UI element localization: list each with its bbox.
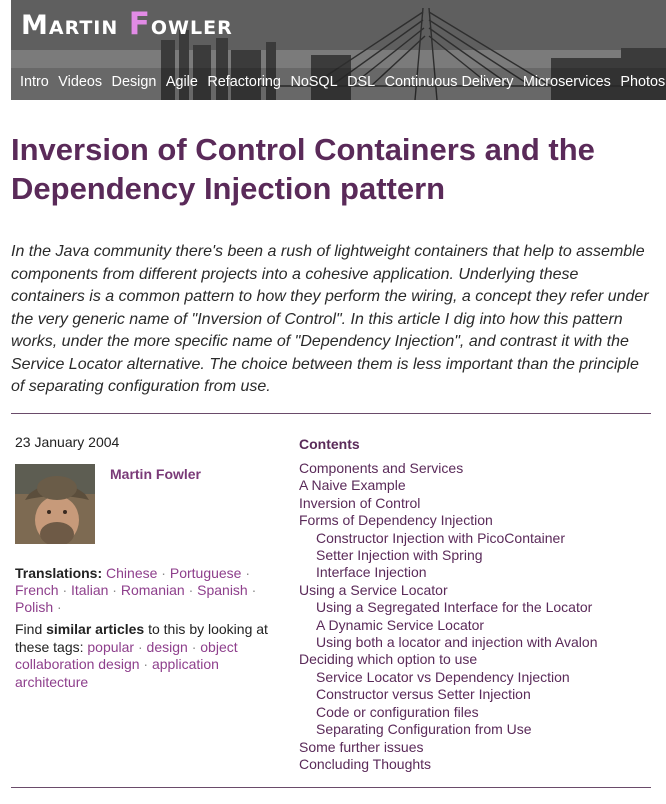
translations: Translations: Chinese · Portuguese · French · Italian · Romanian · Spanish · Polish ·: [15, 565, 257, 615]
translation-spanish[interactable]: Spanish: [197, 582, 248, 598]
toc-link[interactable]: Constructor versus Setter Injection: [316, 686, 531, 703]
toc-item: [299, 547, 659, 564]
similar-prefix: Find: [15, 621, 47, 637]
toc-item: [299, 617, 659, 634]
nav-photos[interactable]: Photos: [620, 74, 666, 90]
toc-link[interactable]: Constructor Injection with PicoContainer: [316, 529, 566, 546]
page-title: Inversion of Control Containers and the Dependency Injection pattern: [11, 132, 595, 206]
toc-link[interactable]: Using a Segregated Interface for the Locator: [316, 599, 593, 616]
nav-agile[interactable]: Agile: [165, 74, 198, 90]
tag-design[interactable]: design: [146, 638, 188, 655]
toc-item: [299, 704, 659, 721]
logo-initial: F: [128, 6, 151, 42]
nav-dsl[interactable]: DSL: [347, 74, 376, 90]
translation-romanian[interactable]: Romanian: [120, 582, 185, 598]
toc-item: [299, 721, 659, 738]
toc-link[interactable]: Service Locator vs Dependency Injection: [316, 668, 570, 685]
toc-link[interactable]: Using a Service Locator: [299, 581, 448, 598]
toc-item: [299, 495, 659, 512]
toc-item: [299, 582, 659, 599]
tag-object-collaboration-design[interactable]: object collaboration design: [15, 638, 238, 672]
toc-item: [299, 756, 659, 773]
toc-link[interactable]: Inversion of Control: [299, 494, 421, 511]
toc-link[interactable]: Deciding which option to use: [299, 651, 478, 668]
toc-link[interactable]: Separating Configuration from Use: [316, 721, 532, 738]
toc-item: [299, 460, 659, 477]
tag-popular[interactable]: popular: [87, 638, 135, 655]
toc-item: [299, 739, 659, 756]
toc-link[interactable]: Components and Services: [299, 460, 464, 476]
toc-link[interactable]: Setter Injection with Spring: [316, 547, 483, 564]
top-nav: [11, 72, 665, 94]
site-logo[interactable]: [21, 6, 233, 42]
tag-application-architecture[interactable]: application architecture: [15, 656, 219, 690]
translation-polish[interactable]: Polish: [15, 599, 54, 615]
similar-bold: similar articles: [46, 621, 145, 637]
toc-item: [299, 512, 659, 529]
divider: [11, 413, 651, 414]
translations-label: Translations:: [15, 565, 103, 581]
nav-microservices[interactable]: Microservices: [522, 74, 611, 90]
toc-item: [299, 634, 659, 651]
toc-item: [299, 651, 659, 668]
translation-italian[interactable]: Italian: [71, 582, 109, 598]
table-of-contents: [299, 436, 659, 773]
author-link[interactable]: Martin Fowler: [110, 466, 202, 482]
author-portrait-image: [15, 464, 95, 544]
toc-item: [299, 530, 659, 547]
toc-link[interactable]: Interface Injection: [316, 564, 427, 581]
toc-item: [299, 686, 659, 703]
toc-item: [299, 477, 659, 494]
contents-list: [299, 460, 659, 773]
toc-link[interactable]: Forms of Dependency Injection: [299, 512, 493, 529]
nav-intro[interactable]: Intro: [20, 74, 49, 90]
nav-refactoring[interactable]: Refactoring: [207, 74, 281, 90]
similar-articles: Find similar articles to this by looking at these tags: popular · design · object collaboration design · application architecture: [15, 621, 268, 690]
translation-french[interactable]: French: [15, 582, 59, 598]
divider-bottom: [11, 787, 651, 788]
translation-portuguese[interactable]: Portuguese: [169, 565, 242, 581]
toc-link[interactable]: Concluding Thoughts: [299, 755, 432, 772]
toc-link[interactable]: Code or configuration files: [316, 703, 479, 720]
toc-item: [299, 564, 659, 581]
site-header: [11, 0, 666, 100]
nav-nosql[interactable]: NoSQL: [290, 74, 338, 90]
publish-date: 23 January 2004: [15, 434, 120, 450]
toc-item: [299, 599, 659, 616]
toc-link[interactable]: Using both a locator and injection with Avalon: [316, 634, 598, 651]
article-abstract: In the Java community there's been a rush of lightweight containers that help to assemble components from different projects into a cohesive application. Underlying these containers is a common pattern to how they perform the wiring, a concept they refer under the very generic name of "Inversion of Control". In this article I dig into how this pattern works, under the more specific name of "Dependency Injection", and contrast it with the Service Locator alternative. The choice between them is less important than the principle of separating configuration from use.: [11, 243, 649, 395]
toc-link[interactable]: A Dynamic Service Locator: [316, 616, 485, 633]
toc-link[interactable]: A Naive Example: [299, 477, 406, 494]
logo-text-rest: owler: [150, 10, 233, 41]
contents-heading: Contents: [299, 436, 360, 452]
nav-videos[interactable]: Videos: [58, 74, 103, 90]
nav-continuous-delivery[interactable]: Continuous Delivery: [384, 74, 514, 90]
toc-link[interactable]: Some further issues: [299, 738, 424, 755]
similar-suffix: to this by looking at these tags:: [15, 621, 268, 655]
translation-chinese[interactable]: Chinese: [106, 565, 158, 581]
author-photo[interactable]: [15, 464, 95, 544]
logo-text-first: Martin: [21, 10, 129, 41]
nav-design[interactable]: Design: [111, 74, 157, 90]
toc-item: [299, 669, 659, 686]
